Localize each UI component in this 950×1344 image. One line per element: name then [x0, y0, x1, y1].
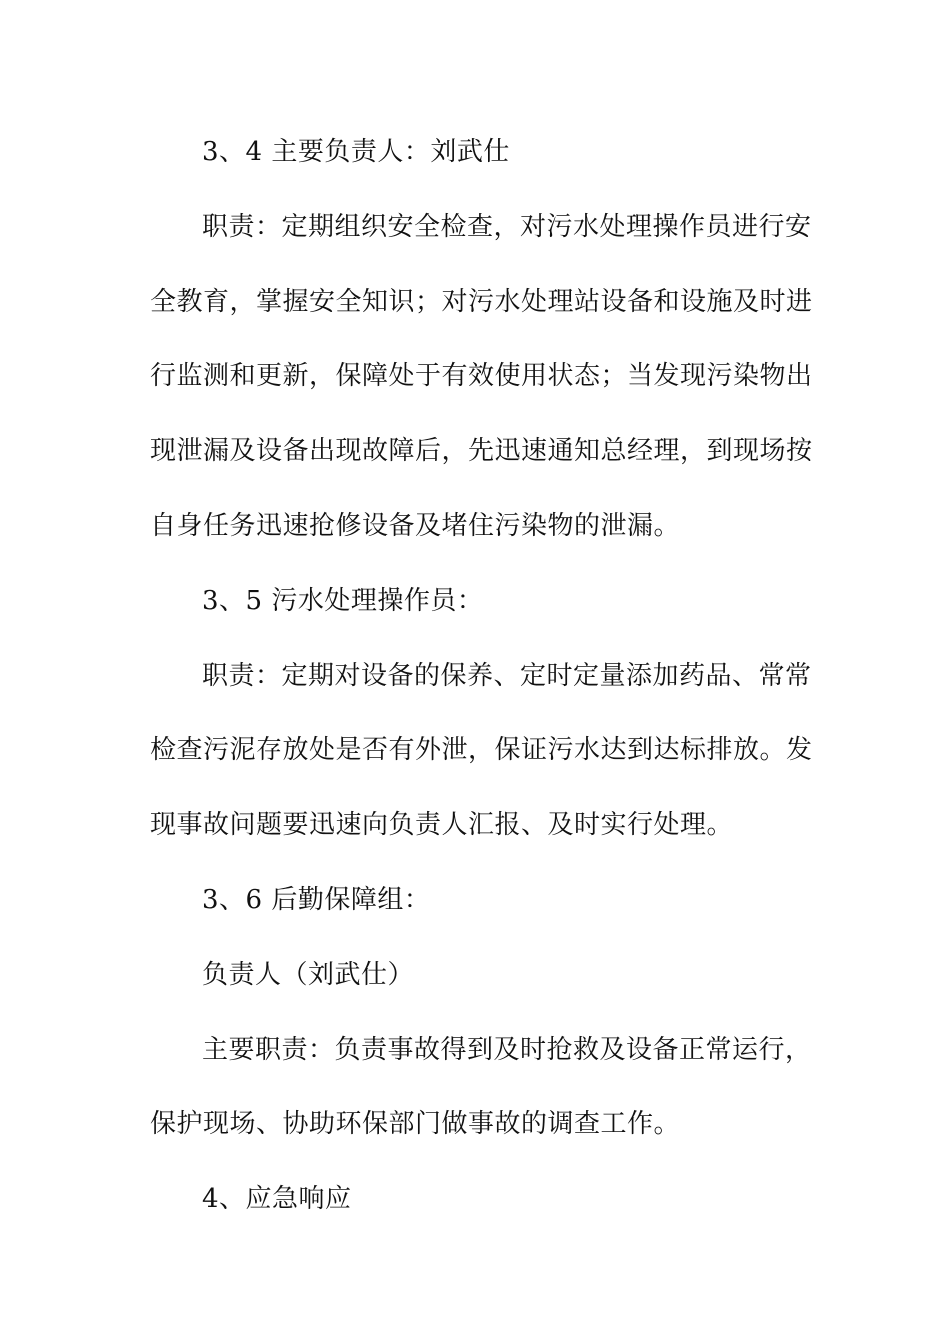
paragraph-line: 职责：定期组织安全检查，对污水处理操作员进行安: [202, 211, 812, 242]
paragraph-line: 现泄漏及设备出现故障后，先迅速通知总经理，到现场按: [150, 436, 813, 467]
paragraph-line: 自身任务迅速抢修设备及堵住污染物的泄漏。: [150, 510, 681, 541]
paragraph-line: 现事故问题要迅速向负责人汇报、及时实行处理。: [150, 810, 734, 841]
responsible-person-line: 负责人（刘武仕）: [202, 959, 415, 990]
paragraph-line: 检查污泥存放处是否有外泄，保证污水达到达标排放。发: [150, 735, 813, 766]
document-body: [150, 127, 813, 1249]
paragraph-line: 主要职责：负责事故得到及时抢救及设备正常运行，: [202, 1034, 812, 1065]
section-heading-3-5: 3、5 污水处理操作员：: [202, 585, 484, 616]
paragraph-line: 行监测和更新，保障处于有效使用状态；当发现污染物出: [150, 361, 813, 392]
paragraph-line: 保护现场、协助环保部门做事故的调查工作。: [150, 1109, 681, 1140]
paragraph-line: 全教育，掌握安全知识；对污水处理站设备和设施及时进: [150, 286, 813, 317]
paragraph-line: 职责：定期对设备的保养、定时定量添加药品、常常: [202, 660, 812, 691]
section-heading-3-4: 3、4 主要负责人：刘武仕: [202, 137, 510, 167]
section-heading-4: 4、应急响应: [202, 1184, 352, 1215]
section-heading-3-6: 3、6 后勤保障组：: [202, 884, 431, 915]
